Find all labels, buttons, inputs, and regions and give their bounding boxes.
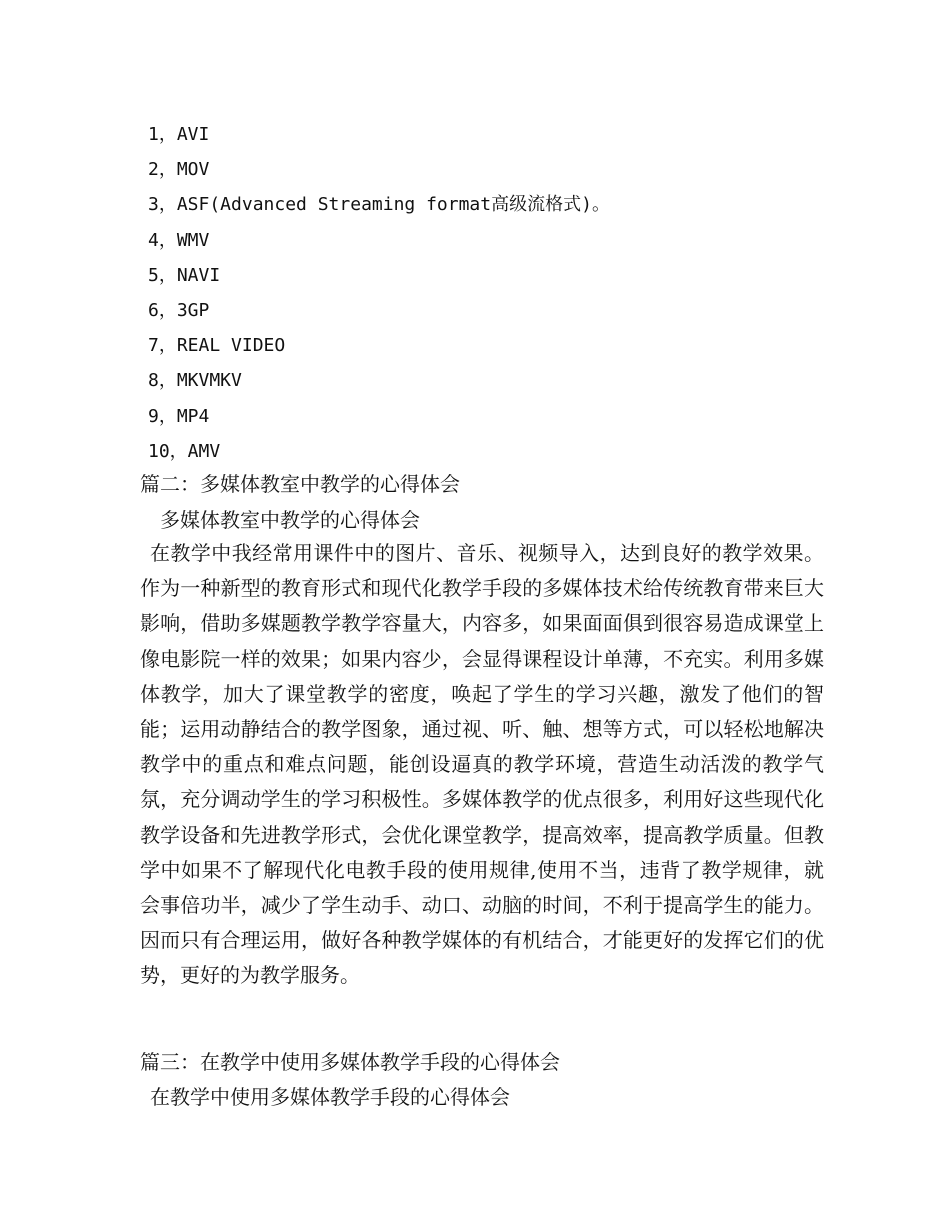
list-item: 9，MP4 (148, 405, 210, 427)
section-2-heading: 篇二：多媒体教室中教学的心得体会 (140, 472, 460, 496)
list-item: 3，ASF(Advanced Streaming format高级流格式)。 (148, 194, 610, 216)
list-item: 6，3GP (148, 300, 210, 322)
list-item: 1，AVI (148, 124, 210, 145)
list-item: 5，NAVI (148, 264, 221, 286)
section-2-body: 在教学中我经常用课件中的图片、音乐、视频导入，达到良好的教学效果。作为一种新型的教育形式和现代化教学手段的多媒体技术给传统教育带来巨大影响，借助多媒题教学教学容量大，内容多，如果面面俱到很容易造成课堂上像电影院一样的效果；如果内容少，会显得课程设计单薄，不充实。利用多媒体教学，加大了课堂教学的密度，唤起了学生的学习兴趣，激发了他们的智能；运用动静结合的教学图象，通过视、听、触、想等方式，可以轻松地解决教学中的重点和难点问题，能创设逼真的教学环境，营造生动活泼的教学气氛，充分调动学生的学习积极性。多媒体教学的优点很多，利用好这些现代化教学设备和先进教学形式，会优化课堂教学，提高效率，提高教学质量。但教学中如果不了解现代化电教手段的使用规律,使用不当，违背了教学规律，就会事倍功半，减少了学生动手、动口、动脑的时间，不利于提高学生的能力。因而只有合理运用，做好各种教学媒体的有机结合，才能更好的发挥它们的优势，更好的为教学服务。 (140, 541, 824, 988)
section-3-subtitle: 在教学中使用多媒体教学手段的心得体会 (150, 1085, 510, 1109)
section-2-subtitle: 多媒体教室中教学的心得体会 (160, 508, 420, 532)
list-item: 10，AMV (148, 440, 221, 462)
list-item: 7，REAL VIDEO (148, 335, 286, 357)
list-item: 2，MOV (148, 159, 210, 181)
list-item: 8，MKVMKV (148, 370, 242, 392)
video-format-list (148, 117, 610, 469)
list-item: 4，WMV (148, 229, 210, 251)
section-3-heading: 篇三：在教学中使用多媒体教学手段的心得体会 (140, 1050, 560, 1074)
